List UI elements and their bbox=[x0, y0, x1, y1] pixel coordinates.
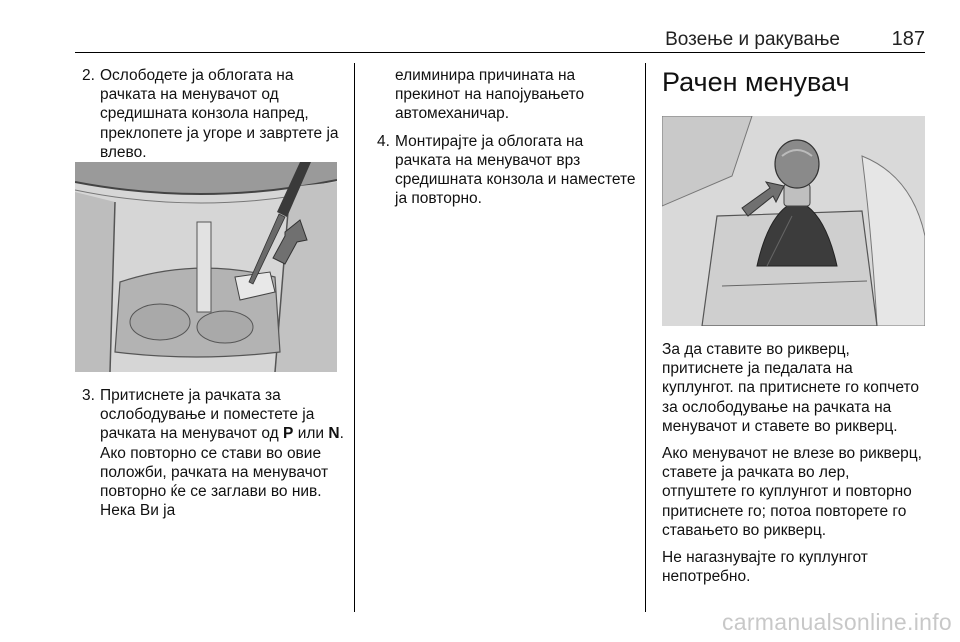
section-heading: Рачен менувач bbox=[662, 67, 850, 97]
paragraph: Ако менувачот не влезе во рикверц, ставете ја рачката во лер, отпуштете го куплунгот и повторно притиснете го; потоа повторете го ставањето во рикверц. bbox=[662, 445, 922, 539]
step-3 bbox=[75, 386, 347, 520]
step-number: 3. bbox=[82, 387, 95, 404]
gear-key-n: N bbox=[328, 425, 340, 443]
gear-shift-knob-figure bbox=[662, 116, 925, 326]
paragraph: Не нагазнувајте го куплунгот непотребно. bbox=[662, 549, 868, 586]
section-title: Возење и ракување bbox=[665, 29, 840, 50]
section-heading-block bbox=[662, 66, 927, 98]
step-text-part: . Ако повторно се стави во овие положби, рачката на менувачот повторно ќе се заглави во нив. Нека Ви ја bbox=[100, 425, 344, 520]
step-number: 2. bbox=[82, 67, 95, 84]
step-4 bbox=[370, 132, 638, 209]
right-column-text bbox=[662, 340, 927, 586]
header-divider bbox=[75, 52, 925, 53]
column-divider-2 bbox=[645, 63, 646, 612]
page-number: 187 bbox=[891, 28, 925, 50]
screwdriver-lever-figure bbox=[75, 162, 337, 372]
continuation-text: елиминира причината на прекинот на напојувањето автомеханичар. bbox=[395, 67, 585, 123]
step-text: Ослободете ја облогата на рачката на менувачот од средишната конзола напред, преклопете ја угоре и завртете ја влево. bbox=[100, 67, 339, 161]
step-text-part: Притиснете ја рачката за ослободување и поместете ја рачката на менувачот од bbox=[100, 387, 315, 443]
step-number: 4. bbox=[377, 132, 390, 150]
column-divider-1 bbox=[354, 63, 355, 612]
watermark: carmanualsonline.info bbox=[721, 609, 952, 635]
step-text: Монтирајте ја облогата на рачката на менувачот врз средишната конзола и наместете ја повторно. bbox=[395, 132, 636, 208]
paragraph: За да ставите во рикверц, притиснете ја педалата на куплунгот. па притиснете го копчето за ослободување на рачката на менувачот и ставете во рикверц. bbox=[662, 341, 919, 435]
gear-key-p: P bbox=[283, 425, 294, 443]
step-text bbox=[100, 386, 347, 520]
middle-column bbox=[370, 66, 638, 208]
step-text-part: или bbox=[293, 425, 329, 443]
page-header bbox=[75, 26, 925, 50]
step-2 bbox=[75, 66, 347, 162]
